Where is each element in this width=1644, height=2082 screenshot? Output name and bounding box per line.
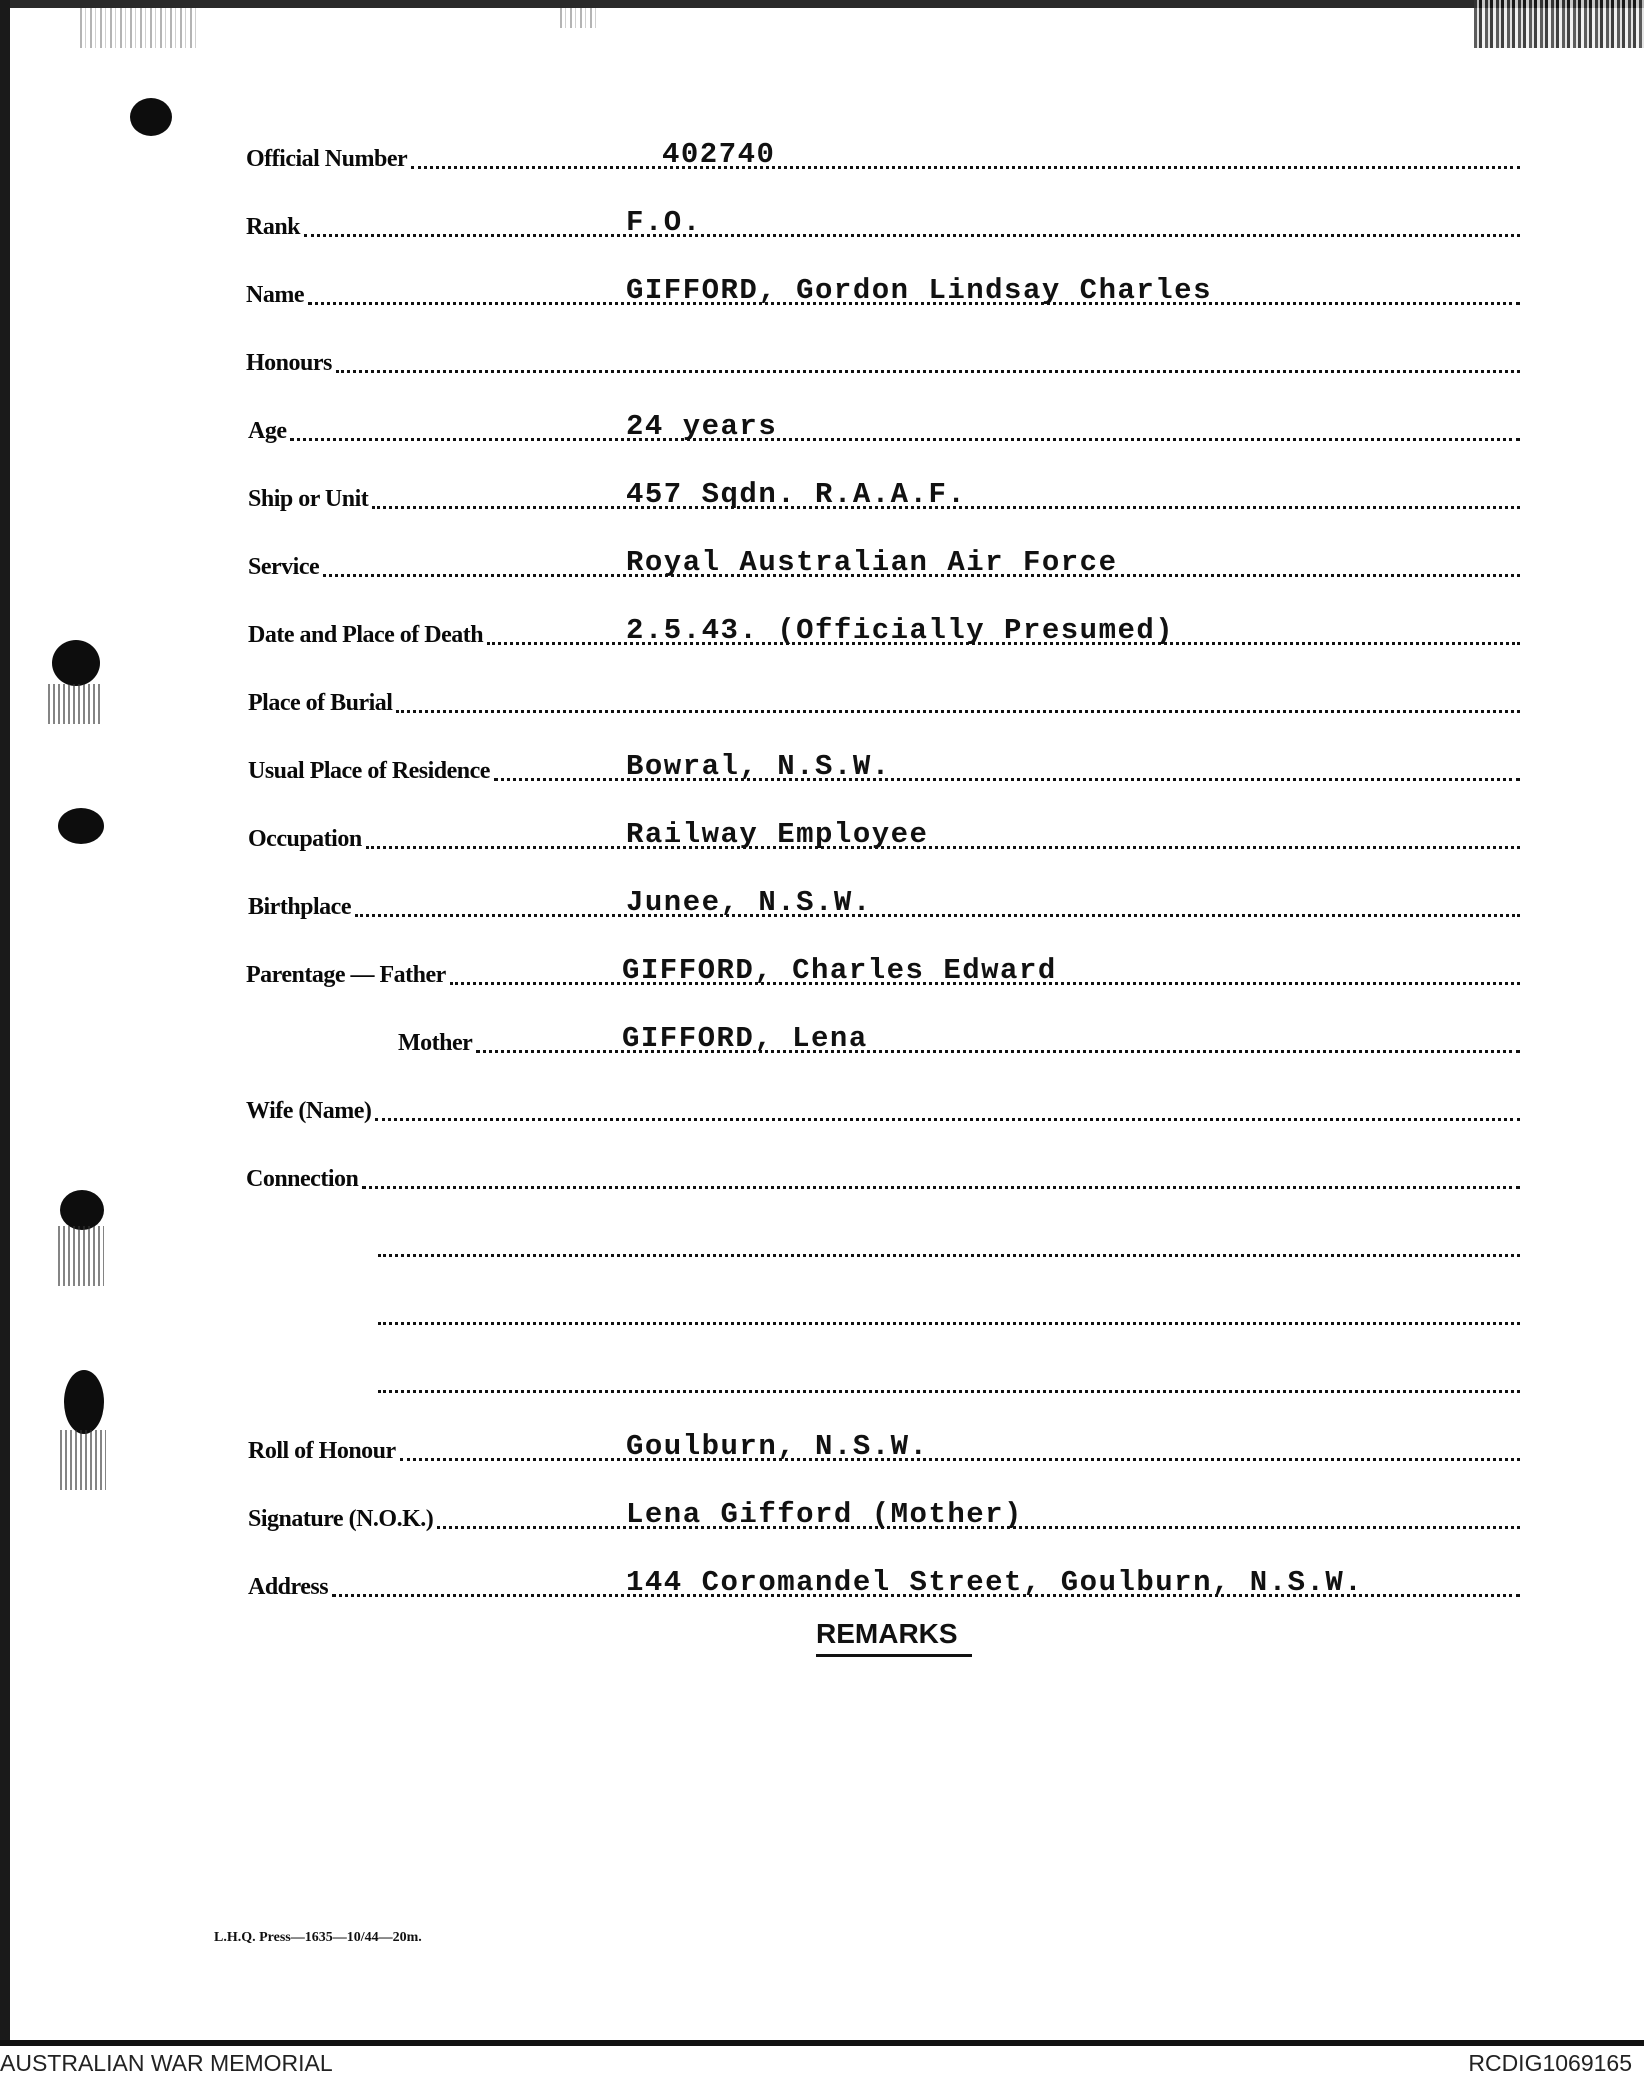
field-label: Age	[248, 418, 287, 444]
field-label: Birthplace	[248, 894, 351, 920]
field-label: Roll of Honour	[248, 1438, 396, 1464]
field-label: Mother	[398, 1030, 473, 1056]
field-date-place-of-death	[0, 611, 1644, 651]
field-label: Wife (Name)	[246, 1098, 372, 1124]
field-label: Name	[246, 282, 304, 308]
field-blank-line	[0, 1359, 1644, 1399]
field-dotted-line	[400, 1458, 1520, 1461]
field-signature-nok	[0, 1495, 1644, 1535]
field-label: Official Number	[246, 146, 408, 172]
field-value: Goulburn, N.S.W.	[626, 1430, 929, 1463]
field-dotted-line	[336, 370, 1520, 373]
field-label: Place of Burial	[248, 690, 393, 716]
field-ship-or-unit	[0, 475, 1644, 515]
archive-footer	[0, 2050, 1644, 2080]
field-label: Address	[248, 1574, 329, 1600]
field-value: Bowral, N.S.W.	[626, 750, 891, 783]
field-value: GIFFORD, Gordon Lindsay Charles	[626, 274, 1212, 307]
field-wife	[0, 1087, 1644, 1127]
field-label: Service	[248, 554, 320, 580]
field-mother	[0, 1019, 1644, 1059]
field-place-of-burial	[0, 679, 1644, 719]
scan-noise	[80, 8, 200, 48]
field-blank-line	[0, 1291, 1644, 1331]
field-label: Usual Place of Residence	[248, 758, 490, 784]
field-label: Ship or Unit	[248, 486, 369, 512]
field-value: 144 Coromandel Street, Goulburn, N.S.W.	[626, 1566, 1364, 1599]
field-name	[0, 271, 1644, 311]
field-dotted-line	[375, 1118, 1520, 1121]
field-dotted-line	[378, 1322, 1520, 1325]
field-address	[0, 1563, 1644, 1603]
record-id: RCDIG1069165	[1468, 2050, 1632, 2076]
field-birthplace	[0, 883, 1644, 923]
field-dotted-line	[378, 1390, 1520, 1393]
field-occupation	[0, 815, 1644, 855]
field-label: Rank	[246, 214, 301, 240]
field-rank	[0, 203, 1644, 243]
field-label: Date and Place of Death	[248, 622, 484, 648]
field-value: Lena Gifford (Mother)	[626, 1498, 1023, 1531]
field-dotted-line	[290, 438, 1520, 441]
field-dotted-line	[366, 846, 1520, 849]
punch-hole	[130, 98, 172, 136]
field-usual-residence	[0, 747, 1644, 787]
field-blank-line	[0, 1223, 1644, 1263]
field-dotted-line	[355, 914, 1520, 917]
field-dotted-line	[304, 234, 1520, 237]
field-official-number	[0, 135, 1644, 175]
field-service	[0, 543, 1644, 583]
field-roll-of-honour	[0, 1427, 1644, 1467]
field-label: Occupation	[248, 826, 362, 852]
field-connection	[0, 1155, 1644, 1195]
field-label: Connection	[246, 1166, 359, 1192]
field-value: 24 years	[626, 410, 778, 443]
printer-imprint: L.H.Q. Press—1635—10/44—20m.	[214, 1930, 422, 1945]
archive-source: AUSTRALIAN WAR MEMORIAL	[0, 2050, 333, 2076]
field-dotted-line	[362, 1186, 1520, 1189]
field-label: Honours	[246, 350, 332, 376]
field-father	[0, 951, 1644, 991]
field-value: 2.5.43. (Officially Presumed)	[626, 614, 1175, 647]
field-label: Signature (N.O.K.)	[248, 1506, 434, 1532]
scan-noise	[560, 8, 600, 28]
field-value: GIFFORD, Charles Edward	[622, 954, 1057, 987]
field-honours	[0, 339, 1644, 379]
field-value: 402740	[662, 138, 776, 171]
scan-noise	[1474, 0, 1644, 48]
field-age	[0, 407, 1644, 447]
field-value: Railway Employee	[626, 818, 929, 851]
footer-divider	[0, 2040, 1644, 2046]
field-value: 457 Sqdn. R.A.A.F.	[626, 478, 967, 511]
field-value: F.O.	[626, 206, 702, 239]
scan-edge-top	[0, 0, 1644, 8]
field-dotted-line	[378, 1254, 1520, 1257]
field-value: Royal Australian Air Force	[626, 546, 1118, 579]
remarks-underline	[816, 1654, 972, 1657]
field-dotted-line	[411, 166, 1520, 169]
field-value: Junee, N.S.W.	[626, 886, 872, 919]
field-label: Parentage — Father	[246, 962, 446, 988]
field-dotted-line	[396, 710, 1520, 713]
remarks-heading: REMARKS	[816, 1618, 958, 1649]
field-value: GIFFORD, Lena	[622, 1022, 868, 1055]
